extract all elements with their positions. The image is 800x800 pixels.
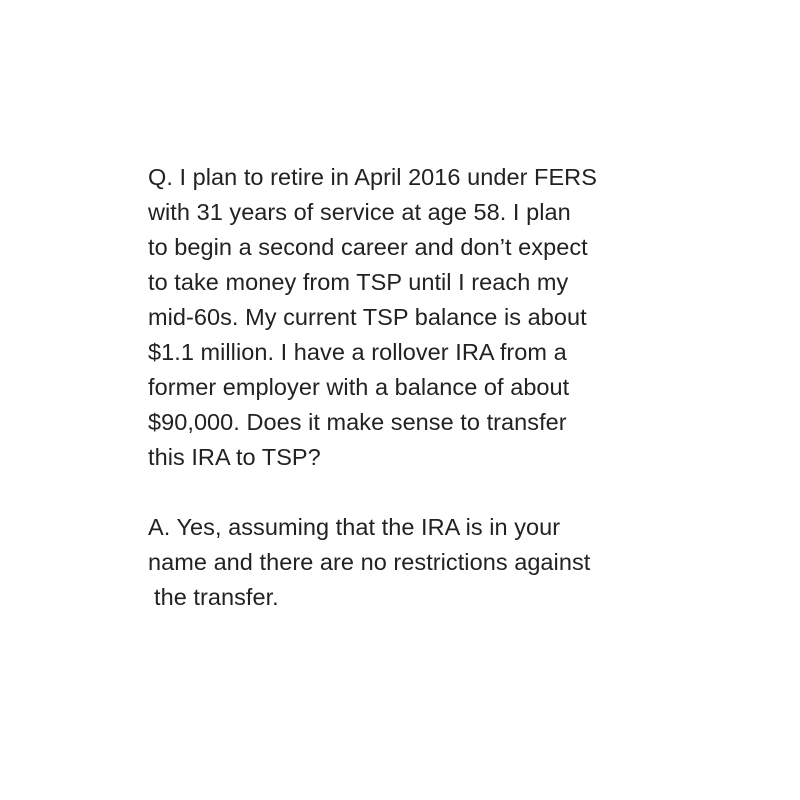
question-line: mid-60s. My current TSP balance is about <box>148 304 587 330</box>
answer-line: A. Yes, assuming that the IRA is in your <box>148 514 561 540</box>
answer-block <box>148 510 668 615</box>
question-line: this IRA to TSP? <box>148 444 321 470</box>
question-line: Q. I plan to retire in April 2016 under FERS <box>148 164 597 190</box>
qa-document <box>148 160 668 615</box>
paragraph-gap <box>148 475 668 510</box>
question-line: to take money from TSP until I reach my <box>148 269 569 295</box>
answer-line: the transfer. <box>154 584 279 610</box>
question-line: with 31 years of service at age 58. I plan <box>148 199 571 225</box>
question-line: former employer with a balance of about <box>148 374 570 400</box>
question-line: $1.1 million. I have a rollover IRA from a <box>148 339 567 365</box>
question-block <box>148 160 668 475</box>
answer-line: name and there are no restrictions against <box>148 549 591 575</box>
question-line: to begin a second career and don’t expect <box>148 234 588 260</box>
question-line: $90,000. Does it make sense to transfer <box>148 409 567 435</box>
